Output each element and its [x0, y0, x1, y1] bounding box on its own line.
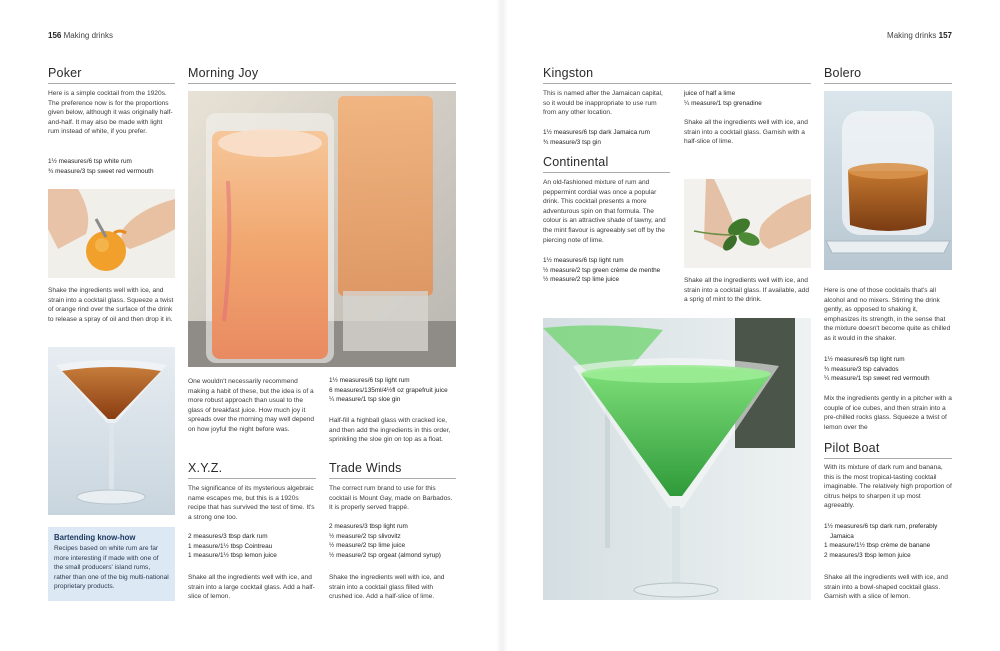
kingston-method: Shake all the ingredients well with ice, and strain into a cocktail glass. Garnish with a half-slice of lime. — [684, 119, 808, 146]
tip-box — [48, 527, 175, 601]
xyz-title: X.Y.Z. — [188, 461, 223, 475]
pilot-boat-intro: With its mixture of dark rum and banana, this is the most tropical-tasting cocktail imaginable. The relatively high proportion of citrus helps to sharpen it up most agreeably. — [824, 464, 952, 510]
ingredient: 1½ measures/6 tsp light rum — [824, 356, 905, 363]
bolero-intro: Here is one of those cocktails that's all alcohol and no mixers. Stirring the drink gently, as opposed to shaking it, emphasizes its strength, in the sense that the mixture doesn't become quite as chilled as it would in the shaker. — [824, 287, 951, 342]
morning-joy-rule — [188, 83, 456, 84]
trade-winds-rule — [329, 478, 456, 479]
poker-ingredients — [48, 157, 154, 176]
ingredient: ½ measure/2 tsp lime juice — [543, 276, 620, 284]
ingredient: ½ measure/2 tsp lime juice — [329, 542, 406, 550]
pilot-boat-title: Pilot Boat — [824, 441, 880, 455]
orange-twist-illustration — [48, 189, 175, 278]
ingredient: ¾ measure/3 tsp sweet red vermouth — [48, 167, 154, 175]
rocks-glass-illustration — [824, 91, 952, 270]
continental-cocktail-photo — [543, 318, 811, 600]
bolero-photo — [824, 91, 952, 270]
continental-title: Continental — [543, 155, 609, 169]
pilot-boat-ingredients — [824, 522, 937, 561]
ingredient: 1½ measures/6 tsp white rum — [48, 158, 132, 165]
poker-title: Poker — [48, 66, 82, 80]
continental-ingredients — [543, 256, 660, 285]
mint-sprig-photo — [684, 179, 811, 268]
xyz-rule — [188, 478, 316, 479]
ingredient: 1 measure/1½ tbsp Cointreau — [188, 542, 273, 550]
ingredient: 1 measure/1½ tbsp lemon juice — [188, 552, 277, 560]
ingredient: 1½ measures/6 tsp light rum — [329, 377, 410, 384]
continental-rule — [543, 172, 670, 173]
morning-joy-intro: One wouldn't necessarily recommend making a habit of these, but the idea is of a more robust approach than usual to the glass of breakfast juice. How much joy it spreads over the morning may well depend on how joyful the night before was. — [188, 378, 315, 433]
xyz-intro: The significance of its mysterious algebraic name escapes me, but this is a 1920s recipe that has survived the test of time. It's a strong one too. — [188, 485, 315, 521]
ingredient: juice of half a lime — [684, 90, 736, 97]
morning-joy-title: Morning Joy — [188, 66, 259, 80]
xyz-method: Shake all the ingredients well with ice, and strain into a large cocktail glass. Add a half-slice of lemon. — [188, 574, 315, 601]
highball-glasses-illustration — [188, 91, 456, 367]
bolero-method: Mix the ingredients gently in a pitcher with a couple of ice cubes, and then strain into a pre-chilled rocks glass. Squeeze a twist of lemon over the — [824, 395, 952, 431]
ingredient: 2 measures/3 tbsp light rum — [329, 523, 408, 530]
orange-twist-photo — [48, 189, 175, 278]
ingredient: ¾ measure/3 tsp gin — [543, 138, 601, 146]
pilot-boat-method: Shake all the ingredients well with ice, and strain into a bowl-shaped cocktail glass. Garnish with a slice of lemon. — [824, 574, 948, 601]
poker-intro: Here is a simple cocktail from the 1920s. The preference now is for the proportions given below, although it was originally half-and-half. It may also be made with light rum instead of white, if you prefer. — [48, 90, 173, 136]
ingredient: Jamaica — [830, 532, 854, 540]
ingredient: ¾ measure/3 tsp calvados — [824, 365, 899, 373]
right-running-head: Making drinks — [887, 31, 937, 40]
continental-intro: An old-fashioned mixture of rum and peppermint cordial was once a popular drink. This cocktail presents a more adventurous spin on that formula. The colour is an attractive shade of tawny, and the mint flavour is agreeably set off by the piercing note of lime. — [543, 179, 666, 244]
poker-cocktail-photo — [48, 347, 175, 515]
mint-sprig-illustration — [684, 179, 811, 268]
right-page-number: 157 — [938, 31, 952, 40]
ingredient: ¼ measure/1 tsp sloe gin — [329, 396, 401, 404]
tip-text: Recipes based on white rum are far more interesting if made with one of the small producers' island rums, rather than one of the big multi-national proprietary products. — [54, 545, 169, 591]
martini-glass-illustration — [48, 347, 175, 515]
trade-winds-ingredients — [329, 522, 441, 561]
ingredient: ½ measure/2 tsp slivovitz — [329, 532, 401, 540]
morning-joy-ingredients — [329, 376, 448, 405]
ingredient: 1½ measures/6 tsp dark Jamaica rum — [543, 129, 650, 136]
kingston-ingredients — [543, 128, 650, 147]
trade-winds-intro: The correct rum brand to use for this cocktail is Mount Gay, made on Barbados. It is properly served frappé. — [329, 485, 453, 512]
ingredient: 1 measure/1½ tbsp crème de banane — [824, 542, 931, 550]
continental-method: Shake all the ingredients well with ice, and strain into a cocktail glass. If available, add a sprig of mint to the drink. — [684, 277, 809, 304]
kingston-ingredients-continued — [684, 89, 762, 108]
kingston-rule — [543, 83, 811, 84]
ingredient: 1½ measures/6 tsp dark rum, preferably — [824, 523, 938, 530]
ingredient: ¼ measure/1 tsp sweet red vermouth — [824, 375, 930, 383]
poker-method: Shake the ingredients well with ice, and strain into a cocktail glass. Squeeze a twist of orange rind over the surface of the drink to release a spray of oil and then drop it in. — [48, 287, 174, 323]
ingredient: ¼ measure/1 tsp grenadine — [684, 99, 762, 107]
kingston-title: Kingston — [543, 66, 594, 80]
ingredient: 2 measures/3 tbsp dark rum — [188, 533, 268, 540]
bolero-rule — [824, 83, 952, 84]
pilot-boat-rule — [824, 458, 952, 459]
ingredient: ½ measure/2 tsp orgeat (almond syrup) — [329, 552, 441, 560]
xyz-ingredients — [188, 532, 277, 561]
morning-joy-photo — [188, 91, 456, 367]
trade-winds-title: Trade Winds — [329, 461, 402, 475]
left-folio — [48, 31, 113, 40]
left-page-number: 156 — [48, 31, 62, 40]
ingredient: 6 measures/135ml/4½fl oz grapefruit juice — [329, 386, 448, 394]
poker-rule — [48, 83, 175, 84]
tip-title: Bartending know-how — [54, 533, 136, 542]
kingston-intro: This is named after the Jamaican capital, so it would be inappropriate to use rum from any other location. — [543, 90, 663, 117]
ingredient: ½ measure/2 tsp green crème de menthe — [543, 266, 661, 274]
ingredient: 2 measures/3 tbsp lemon juice — [824, 552, 911, 560]
bolero-ingredients — [824, 355, 930, 384]
left-running-head: Making drinks — [63, 31, 113, 40]
morning-joy-method: Half-fill a highball glass with cracked ice, and then add the ingredients in this order, sprinkling the sloe gin on top as a float. — [329, 417, 451, 444]
green-martini-illustration — [543, 318, 811, 600]
ingredient: 1½ measures/6 tsp light rum — [543, 257, 624, 264]
book-gutter — [496, 0, 508, 651]
trade-winds-method: Shake the ingredients well with ice, and strain into a cocktail glass filled with crushed ice. Add a half-slice of lime. — [329, 574, 445, 601]
right-folio — [887, 31, 952, 40]
bolero-title: Bolero — [824, 66, 862, 80]
